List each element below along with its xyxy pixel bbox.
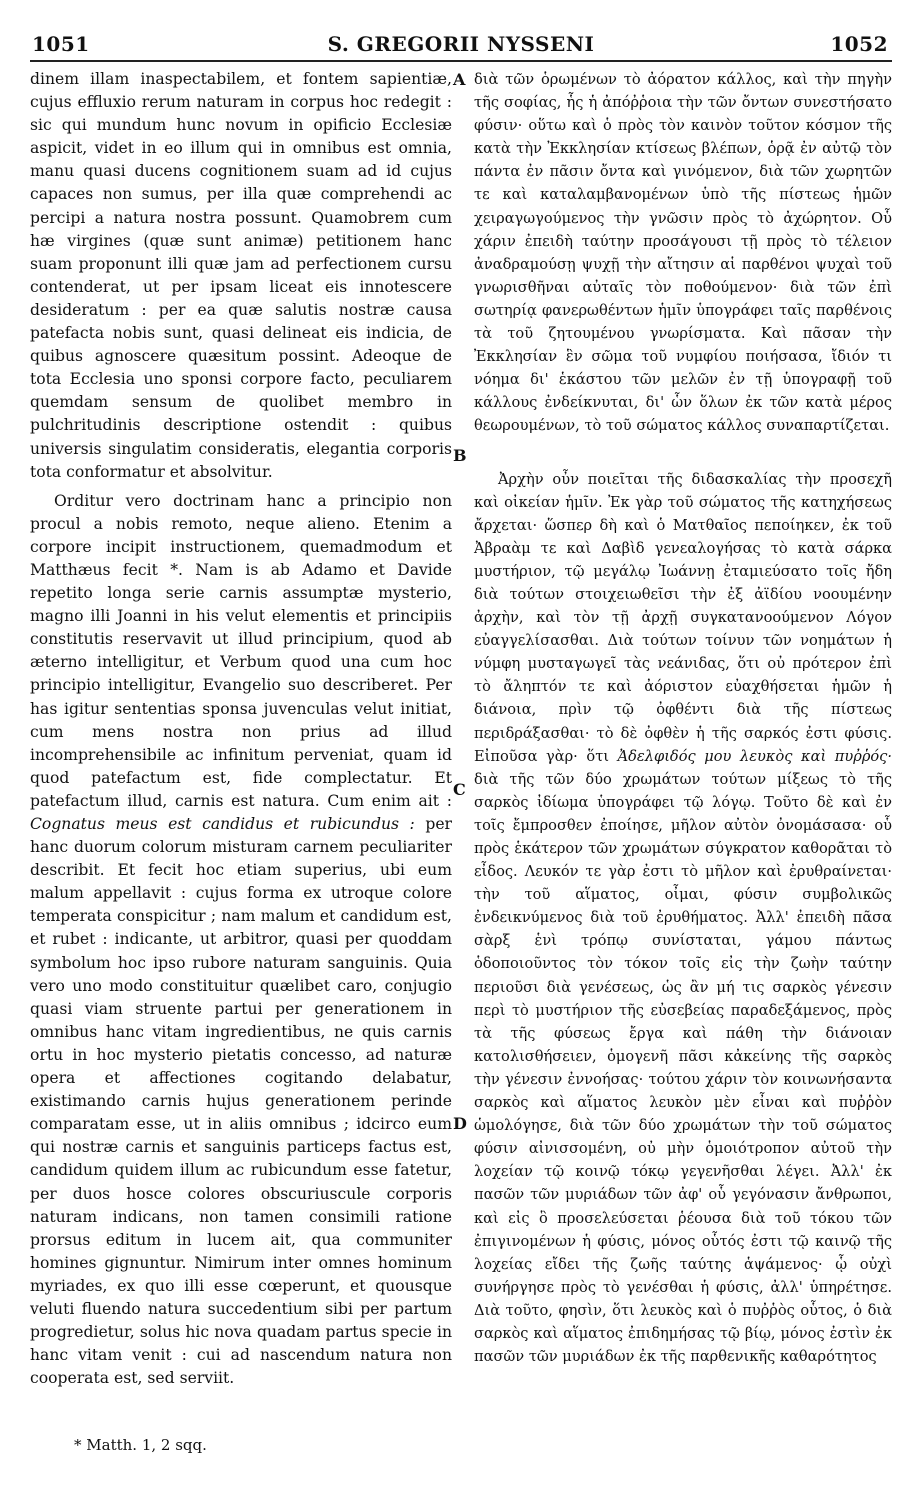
greek-column	[460, 68, 892, 1390]
latin-paragraph-1: dinem illam inaspectabilem, et fontem sapientiæ, cujus effluxio rerum naturam in corpus hoc redegit : sic qui mundum hunc novum in opificio Ecclesiæ aspicit, videt in eo illum qui in omnibus est omnia, manu quasi ducens cognitionem suam ad id cujus capaces non sumus, per illa quæ comprehendi ac percipi a natura nostra possunt. Quamobrem cum hæ virgines (quæ sunt animæ) petitionem hanc suam proponunt illi quæ jam ad perfectionem cursu contenderat, ut per ipsam liceat eis innotescere desideratum : per ea quæ salutis nostræ causa patefacta nobis sunt, quasi delineat eis indicia, de quibus agnoscere quæsitum possint. Adeoque de tota Ecclesia uno sponsi corpore facto, peculiarem quemdam sensum de quolibet membro in pulchritudinis descriptione ostendit : quibus universis singulatim consideratis, elegantia corporis tota conformatur et absolvitur.	[30, 70, 452, 481]
latin-column	[30, 68, 460, 1390]
page-number-left: 1051	[32, 32, 90, 56]
greek-paragraph-2-text-a: Ἀρχὴν οὖν ποιεῖται τῆς διδασκαλίας τὴν προσεχῆ καὶ οἰκείαν ἡμῖν. Ἐκ γὰρ τοῦ σώματος τῆς κατηχήσεως ἄρχεται· ὥσπερ δὴ καὶ ὁ Ματθαῖος πεποίηκεν, ἐκ τοῦ Ἀβραὰμ τε καὶ Δαβὶδ γενεαλογήσας τὸ κατὰ σάρκα μυστήριον, τῷ μεγάλῳ Ἰωάννῃ ἐταμιεύσατο τοῖς ἤδη διὰ τούτων στοιχειωθεῖσι τὴν ἐξ ἀϊδίου νοουμένην ἀρχὴν, καὶ τὸν τῇ ἀρχῇ συγκατανοούμενον Λόγον εὐαγγελίσασθαι. Διὰ τούτων τοίνυν τῶν νοημάτων ἡ νύμφη μυσταγωγεῖ τὰς νεάνιδας, ὅτι οὐ πρότερον ἐπὶ τὸ ἄληπτόν τε καὶ ἀόριστον εὐαχθήσεται ἡμῶν ἡ διάνοια, πρὶν τῷ ὀφθέντι διὰ τῆς πίστεως περιδράξασθαι· τὸ δὲ ὀφθὲν ἡ τῆς σαρκός ἐστι φύσις. Εἰποῦσα γὰρ· ὅτι	[474, 470, 892, 765]
latin-paragraph-2-text-a: Orditur vero doctrinam hanc a principio non procul a nobis remoto, neque alieno. Etenim a corpore incipit instructionem, quemadmodum et Matthæus fecit *. Nam is ab Adamo et Davide repetito longa serie carnis assumptæ mysterio, magno illi Joanni in his velut elementis et principiis constitutis reservavit ut illud principium, quod ab æterno intelligitur, et Verbum quod una cum hoc principio intelligitur, Evangelio suo describeret. Per has igitur sententias sponsa juvenculas velut initiat, cum mens nostra non prius ad illud incomprehensibile ac infinitum perveniat, quam id quod patefactum est, fide complectatur. Et patefactum illud, carnis est natura. Cum enim ait :	[30, 491, 452, 810]
greek-paragraph-2	[474, 468, 892, 1369]
latin-paragraph-2-text-b: per hanc duorum colorum misturam carnem peculiariter describit. Et fecit hoc etiam superius, ubi eum malum appellavit : cujus forma ex utroque colore temperata conspicitur ; nam malum et candidum est, et rubet : indicante, ut arbitror, quasi per quoddam symbolum hoc ipso rubore naturam sanguinis. Quia vero uno modo constituitur quælibet caro, conjugio quasi viam struente partui per generationem in omnibus hanc vitam ingredientibus, ne quis carnis ortu in hoc mysterio pietatis concesso, ad naturæ opera et affectiones cogitando delabatur, existimando carnis hujus generationem perinde comparatam esse, ut in aliis omnibus ; idcirco eum qui nostræ carnis et sanguinis particeps factus est, candidum quidem illum ac rubicundum esse fatetur, per duos hosce colores obscuriuscule corporis naturam indicans, non tamen consimili ratione prorsus editum in lucem ait, qua communiter homines gignuntur. Nimirum inter omnes hominum myriades, ex quo illi esse cœperunt, et quousque veluti fluendo natura succedentium sibi per partum progredietur, solus hic nova quadam partus specie in hanc vitam venit : cui ad nascendum natura non cooperata est, sed serviit.	[30, 815, 453, 1388]
running-title: S. GREGORII NYSSENI	[327, 32, 595, 56]
latin-paragraph-2	[30, 490, 452, 1391]
latin-scripture-quote: Cognatus meus est candidus et rubicundus :	[30, 815, 415, 833]
footnote: * Matth. 1, 2 sqq.	[74, 1436, 207, 1454]
margin-letter-b: B	[453, 446, 467, 465]
greek-scripture-quote: Ἀδελφιδός μου λευκὸς καὶ πυῤῥός·	[617, 747, 892, 765]
page-number-right: 1052	[830, 32, 888, 56]
margin-letter-d: D	[453, 1114, 467, 1133]
margin-letter-a: A	[453, 70, 466, 89]
margin-letter-c: C	[453, 780, 466, 799]
greek-paragraph-1: διὰ τῶν ὁρωμένων τὸ ἀόρατον κάλλος, καὶ τὴν πηγὴν τῆς σοφίας, ἧς ἡ ἀπόῤῥοια τὴν τῶν ὄντων συνεστήσατο φύσιν· οὕτω καὶ ὁ πρὸς τὸν καινὸν τοῦτον κόσμον τῆς κατὰ τὴν Ἐκκλησίαν κτίσεως βλέπων, ὁρᾷ ἐν αὐτῷ τὸν πάντα ἐν πᾶσιν ὄντα καὶ γινόμενον, διὰ τῶν χωρητῶν τε καὶ καταλαμβανομένων ὑπὸ τῆς πίστεως ἡμῶν χειραγωγούμενος τὴν γνῶσιν πρὸς τὸ ἀχώρητον. Οὗ χάριν ἐπειδὴ ταύτην προσάγουσι τῇ πρὸς τὸ τέλειον ἀναδραμούσῃ ψυχῇ τὴν αἴτησιν αἱ παρθένοι ψυχαὶ τοῦ γνωρισθῆναι αὐταῖς τὸν ποθούμενον· διὰ τῶν ἐπὶ σωτηρίᾳ φανερωθέντων ἡμῖν ὑπογράφει ταῖς παρθένοις τὰ τοῦ ζητουμένου γνωρίσματα. Καὶ πᾶσαν τὴν Ἐκκλησίαν ἓν σῶμα τοῦ νυμφίου ποιήσασα, ἴδιόν τι νόημα δι' ἑκάστου τῶν μελῶν ἐν τῇ ὑπογραφῇ τοῦ κάλλους ἐνδείκνυται, δι' ὧν ὅλων ἐκ τῶν κατὰ μέρος θεωρουμένων, τὸ τοῦ σώματος κάλλος συναπαρτίζεται.	[474, 71, 892, 435]
two-column-body	[30, 68, 892, 1390]
greek-paragraph-2-text-b: διὰ τῆς τῶν δύο χρωμάτων τούτων μίξεως τὸ τῆς σαρκὸς ἰδίωμα ὑπογράφει τῷ λόγῳ. Τοῦτο δὲ καὶ ἐν τοῖς ἔμπροσθεν ἐποίησε, μῆλον αὐτὸν ὀνομάσασα· οὗ πρὸς ἑκάτερον τῶν χρωμάτων σύγκρατον καθορᾶται τὸ εἶδος. Λευκόν τε γὰρ ἐστι τὸ μῆλον καὶ ἐρυθραίνεται· τὴν τοῦ αἵματος, οἶμαι, φύσιν συμβολικῶς ἐνδεικνύμενος διὰ τοῦ ἐρυθήματος. Ἀλλ' ἐπειδὴ πᾶσα σὰρξ ἑνὶ τρόπῳ συνίσταται, γάμου πάντως ὁδοποιοῦντος τὸν τόκον τοῖς εἰς τὴν ζωὴν ταύτην περιοῦσι διὰ γενέσεως, ὡς ἂν μή τις σαρκὸς γένεσιν περὶ τὸ μυστήριον τῆς εὐσεβείας παραδεξάμενος, πρὸς τὰ τῆς φύσεως ἔργα καὶ πάθη τὴν διάνοιαν κατολισθήσειεν, ὁμογενῆ πᾶσι κἀκείνης τῆς σαρκὸς τὴν γένεσιν ἐννοήσας· τούτου χάριν τὸν κοινωνήσαντα σαρκὸς καὶ αἵματος λευκὸν μὲν εἶναι καὶ πυῤῥὸν ὡμολόγησε, διὰ τῶν δύο χρωμάτων τὴν τοῦ σώματος φύσιν αἰνισσομένη, οὐ μὴν ὁμοιότροπον αὐτοῦ τὴν λοχείαν τῷ κοινῷ τόκῳ γεγενῆσθαι λέγει. Ἀλλ' ἐκ πασῶν τῶν μυριάδων τῶν ἀφ' οὗ γεγόνασιν ἄνθρωποι, καὶ εἰς ὃ προσελεύσεται ῥέουσα διὰ τοῦ τόκου τῶν ἐπιγινομένων ἡ φύσις, μόνος οὗτός ἐστι τῷ καινῷ τῆς λοχείας εἴδει τῆς ζωῆς ταύτης ἁψάμενος· ᾧ οὐχὶ συνήργησε πρὸς τὸ γενέσθαι ἡ φύσις, ἀλλ' ὑπηρέτησε. Διὰ τοῦτο, φησὶν, ὅτι λευκὸς καὶ ὁ πυῤῥὸς οὗτος, ὁ διὰ σαρκὸς καὶ αἵματος ἐπιδημήσας τῷ βίῳ, μόνος ἐστὶν ἐκ πασῶν τῶν μυριάδων ἐκ τῆς παρθενικῆς καθαρότητος	[474, 770, 892, 1366]
running-header	[30, 26, 892, 62]
